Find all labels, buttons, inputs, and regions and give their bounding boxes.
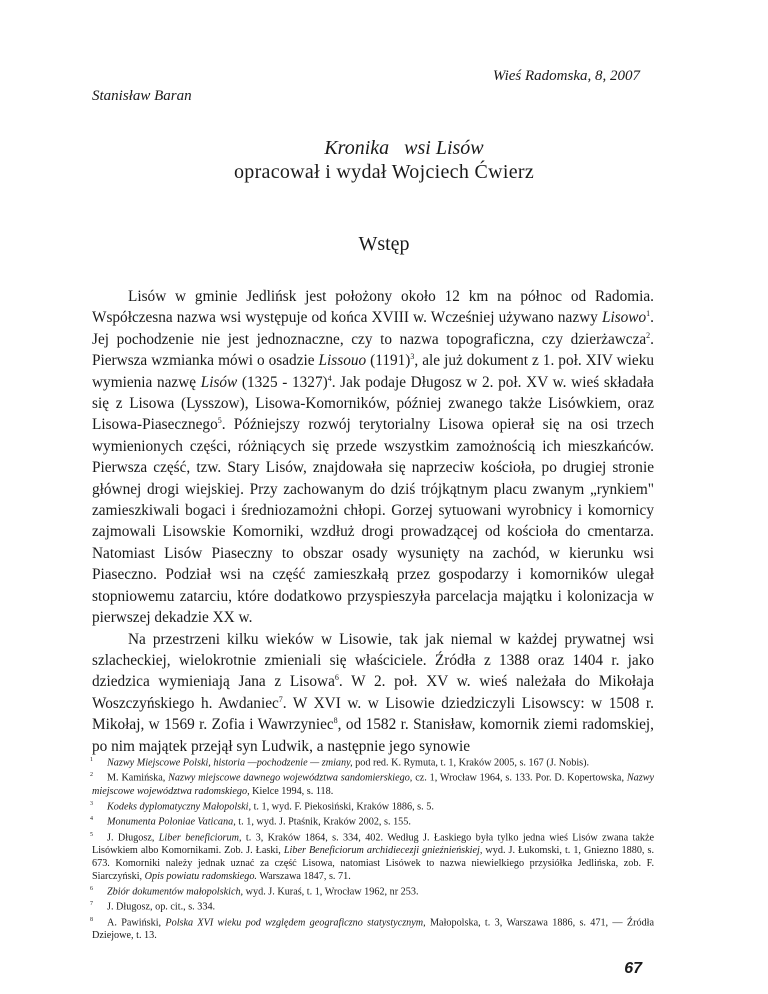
text-run: . Późniejszy rozwój terytorialny Lisowa opierał się na osi trzech wymienionych części, różniących się przede wszystkim zamożnością ich mieszkańców. Pierwsza część, tzw. Stary Lisów, znajdowała się naprzeciw kościoła, po drugiej stronie głównej drogi wiejskiej. Przy zachowanym do dziś trójkątnym placu zwanym „rynkiem" zamieszkiwali bogaci i średniozamożni chłopi. Gorzej sytuowani wyrobnicy i komornicy zajmowali Lisowskie Komorniki, wzdłuż drogi prowadzącej od kościoła do cmentarza. Natomiast Lisów Piaseczny to obszar osady wysunięty na zachód, w kierunku wsi Piaseczno. Podział wsi na część zamieszkałą przez gospodarzy i komorników ulegał stopniowemu zatarciu, które dodatkowo przyspieszyła parcelacja majątku i kolonizacja w pierwszej dekadzie XX w. (92, 416, 654, 627)
footnote-number: 6 (90, 885, 93, 892)
footnote (92, 813, 654, 828)
text-run: wyd. J. Łukomski, t. 1, Gniezno 1880, s. 673. Komorniki należy jednak uznać za część Lisowa, natomiast Lisówek to nazwa niewielkiego przysiółka Jedlińska, zob. F. Siarczyński, (92, 844, 654, 882)
paragraph (92, 286, 654, 629)
italic-text: Kodeks dyplomatyczny Małopolski, (107, 801, 252, 813)
footnotes (92, 754, 654, 942)
italic-text: Monumenta Poloniae Vaticana, (107, 816, 236, 828)
footnote-number: 8 (90, 916, 93, 923)
text-run: wyd. J. Kuraś, t. 1, Wrocław 1962, nr 253. (243, 886, 419, 898)
text-run: . Jak podaje Długosz w 2. poł. XV w. wieś składała się z Lisowa (Lysszow), Lisowa-Komorników, później zwanego także Lisówkiem, oraz Lisowa-Piasecznego (92, 373, 654, 434)
italic-text: Lissouo (318, 352, 367, 370)
text-run: J. Długosz, op. cit., s. 334. (107, 901, 216, 913)
footnote-ref: 8 (333, 716, 338, 726)
article-title: Kronika wsi Lisów (324, 137, 484, 159)
italic-text: Lisowo (601, 309, 647, 327)
text-run: , ale już dokument z 1. poł. XIV wieku wymienia nazwę (92, 352, 654, 391)
italic-text: Nazwy miejscowe województwa radomskiego, (92, 772, 655, 797)
title-block (0, 136, 768, 185)
footnote (92, 883, 654, 898)
text-run: . Jej pochodzenie nie jest jednoznaczne, czy to nazwa topograficzna, czy dzierżawcza (92, 309, 654, 348)
footnote-ref: 7 (278, 694, 283, 704)
page-number: 67 (624, 960, 642, 977)
text-run: t. 3, Kraków 1864, s. 334, 402. Według J. Łaskiego była tylko jedna wieś Lisów zwana także Lisówkiem albo Komornikami. Zob. J. Łaski, (92, 831, 655, 856)
footnote-ref: 6 (334, 673, 339, 683)
text-run: t. 1, wyd. J. Ptaśnik, Kraków 2002, s. 155. (235, 816, 411, 828)
journal-citation: Wieś Radomska, 8, 2007 (492, 68, 640, 84)
footnote-ref: 3 (410, 352, 415, 362)
text-run: t. 1, wyd. F. Piekosiński, Kraków 1886, s. 5. (251, 801, 434, 813)
italic-text: Lisów (200, 373, 238, 391)
text-run: cz. 1, Wrocław 1964, s. 133. Por. D. Kopertowska, (412, 772, 627, 784)
italic-text: Liber Beneficiorum archidiecezji gnieźnieńskiej, (283, 844, 483, 856)
italic-text: Opis powiatu radomskiego. (144, 870, 257, 882)
paragraph (92, 629, 654, 757)
text-run: M. Kamińska, (107, 772, 169, 784)
footnote-ref: 2 (646, 330, 651, 340)
footnote-ref: 1 (646, 309, 651, 319)
italic-text: Nazwy miejscowe dawnego województwa sandomierskiego, (168, 772, 413, 784)
footnote-number: 4 (90, 816, 93, 823)
italic-text: Polska XVI wieku pod względem geograficzno statystycznym, (165, 917, 426, 929)
article-subtitle: opracował i wydał Wojciech Ćwierz (233, 161, 535, 183)
italic-text: Nazwy Miejscowe Polski, historia —pochodzenie — zmiany, (107, 757, 353, 769)
author-name: Stanisław Baran (92, 88, 192, 104)
footnote (92, 769, 654, 797)
footnote (92, 754, 654, 769)
text-run: Kielce 1994, s. 118. (249, 785, 334, 797)
italic-text: Liber beneficiorum, (158, 831, 242, 843)
footnote-number: 1 (90, 757, 93, 763)
text-run: . W 2. poł. XV w. wieś należała do Mikołaja Woszczyńskiego h. Awdaniec (92, 673, 654, 712)
footnote (92, 898, 654, 913)
text-run: Na przestrzeni kilku wieków w Lisowie, tak jak niemal w każdej prywatnej wsi szlacheckiej, wielokrotnie zmieniali się właściciele. Źródła z 1388 oraz 1404 r. jako dziedzica wymieniają Jana z Lisowa (92, 630, 654, 691)
text-run: . W XVI w. w Lisowie dziedziczyli Lisowscy: w 1508 r. Mikołaj, w 1569 r. Zofia i Wawrzyniec (92, 694, 654, 734)
text-run: . Pierwsza wzmianka mówi o osadzie (92, 330, 654, 370)
footnote-ref: 4 (327, 373, 332, 383)
footnote-number: 5 (90, 831, 93, 838)
text-run: J. Długosz, (107, 831, 159, 843)
text-run: (1191) (366, 352, 411, 370)
footnote-number: 7 (90, 901, 93, 908)
text-run: (1325 - 1327) (237, 373, 328, 391)
footnote-ref: 5 (217, 416, 222, 426)
section-heading: Wstęp (358, 233, 410, 255)
footnote (92, 798, 654, 813)
footnote (92, 914, 654, 942)
footnote-number: 2 (90, 772, 93, 779)
text-run: A. Pawiński, (107, 917, 166, 929)
text-run: pod red. K. Rymuta, t. 1, Kraków 2005, s. 167 (J. Nobis). (352, 757, 590, 769)
body-text (92, 286, 654, 757)
text-run: Lisów w gminie Jedlińsk jest położony około 12 km na północ od Radomia. Współczesna nazwa wsi występuje od końca XVIII w. Wcześniej używano nazwy (92, 288, 654, 327)
text-run: , od 1582 r. Stanisław, komornik ziemi radomskiej, po nim majątek przejął syn Ludwik, a następnie jego synowie (92, 716, 654, 755)
italic-text: Zbiór dokumentów małopolskich, (107, 886, 244, 898)
text-run: Warszawa 1847, s. 71. (256, 870, 351, 882)
footnote (92, 829, 654, 883)
footnote-number: 3 (90, 800, 93, 807)
text-run: Małopolska, t. 3, Warszawa 1886, s. 471, — Źródła Dziejowe, t. 13. (92, 917, 655, 942)
